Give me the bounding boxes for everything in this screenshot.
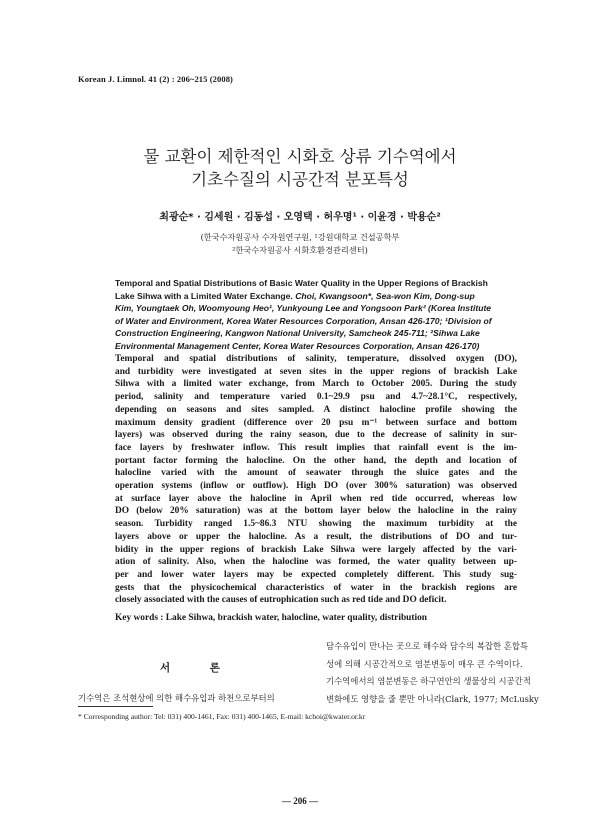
abstract-line: depending on seasons and sites sampled. A distinct halocline profile showing the: [115, 404, 517, 415]
english-affiliation-line4: of Water and Environment, Korea Water Resources Corporation, Ansan 426-170; ¹Division of: [115, 315, 492, 326]
abstract-line: face layers by freshwater inflow. This result implies that rainfall event is the im-: [115, 442, 517, 453]
page-number: — 206 —: [282, 796, 318, 806]
abstract-line: and turbidity were investigated at seven sites in the upper regions of brackish Lake: [115, 366, 517, 377]
english-title-line2-text: Lake Sihwa with a Limited Water Exchange.: [115, 290, 293, 301]
body-left-column: 기수역은 조석현상에 의한 해수유입과 하천으로부터의: [78, 693, 275, 703]
abstract-line: Temporal and spatial distributions of salinity, temperature, dissolved oxygen (DO),: [115, 354, 517, 364]
authors-korean: 최광순* · 김세원 · 김동섭 · 오영택 · 허우명¹ · 이윤경 · 박용순²: [159, 212, 441, 223]
affiliation-korean-line2: ²한국수자원공사 시화호환경관리센터): [232, 245, 368, 255]
keywords: Key words : Lake Sihwa, brackish water, halocline, water quality, distribution: [115, 613, 428, 623]
abstract-line: at surface layer above the halocline in April when red tide occurred, whereas low: [115, 493, 517, 504]
abstract-line: closely associated with the causes of eutrophication such as red tide and DO deficit.: [115, 595, 447, 606]
abstract-line: bidity in the upper regions of brackish Lake Sihwa were largely affected by the vari-: [115, 544, 517, 555]
abstract-line: operation systems (inflow or outflow). High DO (over 300% saturation) was observed: [115, 481, 517, 492]
body-right-column: [326, 638, 539, 708]
abstract-line: per and lower water layers may be expected completely different. This study sug-: [115, 569, 517, 580]
journal-reference: Korean J. Limnol. 41 (2) : 206~215 (2008): [78, 74, 233, 84]
abstract: [115, 353, 517, 607]
abstract-line: ation of salinity. Also, when the halocline was formed, the water quality between up-: [115, 557, 517, 568]
abstract-line: gests that the physicochemical characteristics of water in the brackish regions are: [115, 582, 517, 593]
abstract-line: season. Turbidity ranged 1.5~86.3 NTU showing the maximum turbidity at the: [115, 519, 517, 530]
abstract-line: portant factor forming the halocline. On the other hand, the depth and location of: [115, 455, 517, 466]
section-heading-introduction: 서 론: [160, 662, 238, 674]
english-title-line1: Temporal and Spatial Distributions of Basic Water Quality in the Upper Regions of Brackish: [115, 278, 488, 288]
english-authors-line3: Kim, Youngtaek Oh, Woomyoung Heo¹, Yunkyoung Lee and Yongsoon Park² (Korea Institute: [115, 303, 492, 314]
abstract-line: halocline varied with the amount of seawater through the sluice gates and the: [115, 468, 517, 479]
english-affiliation-line5: Construction Engineering, Kangwon National University, Samcheok 245-711; ²Sihwa Lake: [115, 328, 480, 339]
body-right-line: 변화에도 영향을 줄 뿐만 아니라(Clark, 1977; McLusky: [326, 693, 539, 704]
body-right-line: 성에 의해 시공간적으로 염분변동이 매우 큰 수역이다.: [326, 658, 523, 669]
abstract-line: maximum density gradient (difference over 20 psu m⁻¹ between surface and bottom: [115, 417, 517, 428]
english-authors-start: Choi, Kwangsoon*, Sea-won Kim, Dong-sup: [292, 290, 475, 301]
footnote-divider: [78, 706, 153, 707]
affiliation-korean-line1: (한국수자원공사 수자원연구원, ¹강원대학교 건설공학부: [200, 232, 400, 242]
body-right-line: 기수역에서의 염분변동은 하구연안의 생물상의 시공간적: [326, 676, 531, 686]
english-title-block: [115, 277, 515, 353]
abstract-line: DO (below 20% saturation) was at the bottom layer below the halocline in the rainy: [115, 506, 517, 517]
abstract-line: layers above or upper the halocline. As a result, the distributions of DO and tur-: [115, 531, 517, 542]
title-korean-line2: 기초수질의 시공간적 분포특성: [191, 170, 409, 189]
abstract-line: layers) was observed during the rainy season, due to the decrease of salinity in sur-: [115, 430, 517, 441]
abstract-line: period, salinity and temperature varied 0.1~29.9 psu and 4.7~28.1°C, respectively,: [115, 392, 517, 403]
corresponding-author-footnote: * Corresponding author: Tel: 031) 400-1461, Fax: 031) 400-1465, E-mail: kchoi@kwater.or.kr: [78, 712, 366, 721]
body-right-line: 담수유입이 만나는 곳으로 해수와 담수의 복잡한 혼합특: [326, 641, 529, 651]
english-affiliation-line6: Environmental Management Center, Korea Water Resources Corporation, Ansan 426-170): [115, 340, 480, 351]
abstract-line: Sihwa with a limited water exchange, from March to October 2005. During the study: [115, 379, 517, 390]
title-korean-line1: 물 교환이 제한적인 시화호 상류 기수역에서: [143, 147, 457, 166]
english-title-line2: [115, 290, 515, 303]
